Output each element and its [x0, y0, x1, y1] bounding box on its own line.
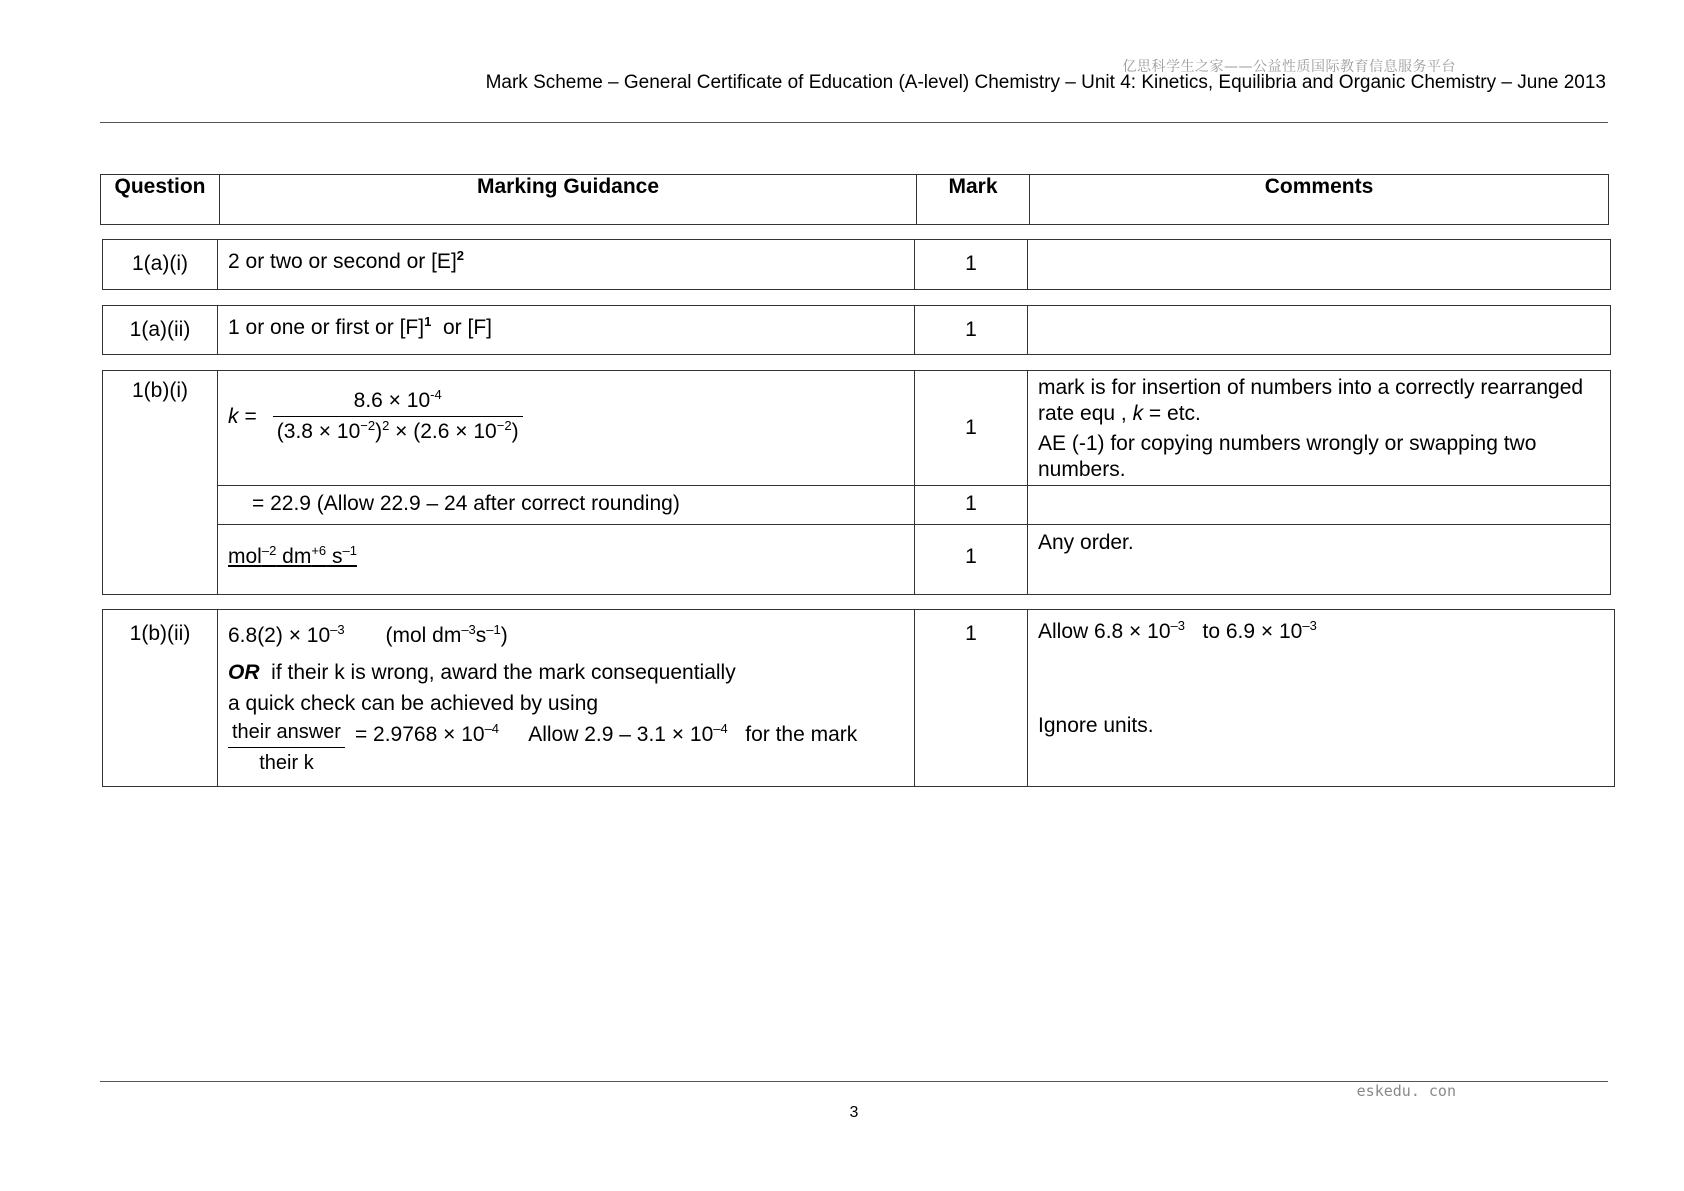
mark-value: 1: [915, 306, 1028, 355]
column-header-mark: Mark: [917, 175, 1030, 225]
k-symbol: k: [228, 404, 239, 428]
mark-value: 1: [915, 371, 1028, 486]
watermark-bottom: eskedu. con: [1356, 1082, 1456, 1100]
fraction-numerator: $8.6 \times 10^{-4}$: [273, 389, 523, 417]
rate-constant-equation: [228, 389, 904, 444]
mark-value: 1: [915, 525, 1028, 595]
marking-guidance: [218, 371, 915, 486]
comments-cell: [1028, 610, 1615, 787]
guidance-text-alt: or [F]: [442, 316, 492, 339]
question-1ai-table: [102, 239, 1611, 290]
comment-line: mark is for insertion of numbers into a correctly rearranged rate equ , k = etc.: [1038, 376, 1584, 425]
rate-fraction: [273, 389, 523, 444]
check-fraction: $\frac{\text{their answer}}{\text{their k}}$: [228, 719, 345, 776]
guidance-text: 2 or two or second or [E]: [228, 250, 457, 273]
comment-line: Any order.: [1028, 525, 1611, 595]
marking-guidance: [218, 610, 915, 787]
question-number: 1(b)(i): [103, 371, 218, 595]
mark-value: 1: [915, 486, 1028, 525]
check-formula: [228, 719, 904, 776]
watermark-top: 亿思科学生之家——公益性质国际教育信息服务平台: [1122, 59, 1456, 75]
question-number: 1(b)(ii): [103, 610, 218, 787]
page-number: 3: [849, 1104, 859, 1121]
page-header-title: Mark Scheme – General Certificate of Education (A-level) Chemistry – Unit 4: Kinetics, Equilibria and Organic Chemistry – June 2013: [485, 72, 1606, 93]
guidance-superscript: 1: [424, 314, 432, 329]
result-value: = 22.9 (Allow 22.9 – 24 after correct rounding): [218, 486, 915, 525]
question-1bii-table: [102, 609, 1615, 787]
check-value: = $2.9768 \times 10^{-4}$ Allow $2.9 - 3.1 \times 10^{-4}$ for the mark: [354, 721, 858, 746]
check-line: a quick check can be achieved by using: [228, 692, 599, 715]
answer-line: $6.8(2) \times 10^{-3}$ (mol $dm^{-3}s^{-1}$): [228, 622, 508, 647]
column-header-comments: Comments: [1030, 175, 1609, 225]
mark-value: 1: [915, 240, 1028, 290]
units-guidance: [218, 525, 915, 595]
comment-line: Allow $6.8 \times 10^{-3}$ to $6.9 \times 10^{-3}$: [1038, 618, 1317, 643]
comments-cell: [1028, 486, 1611, 525]
question-1aii-table: [102, 305, 1611, 355]
comments-cell: [1028, 371, 1611, 486]
equals-sign: =: [244, 404, 257, 428]
question-number: 1(a)(i): [103, 240, 218, 290]
question-number: 1(a)(ii): [103, 306, 218, 355]
units-text: mol$^{-2}$ $dm^{+6}$ $s^{-1}$: [228, 543, 357, 568]
comment-line: Ignore units.: [1038, 714, 1154, 737]
column-header-question: Question: [101, 175, 220, 225]
alternative-line: OR if their k is wrong, award the mark consequentially: [228, 661, 736, 684]
question-1bi-table: [102, 370, 1611, 595]
guidance-text: 1 or one or first or [F]: [228, 316, 425, 339]
column-header-table: [100, 174, 1609, 225]
mark-value: 1: [915, 610, 1028, 787]
guidance-superscript: 2: [456, 248, 465, 263]
header-rule: [100, 122, 1608, 123]
marking-guidance: [218, 306, 915, 355]
comments-cell: [1028, 240, 1611, 290]
marking-guidance: [218, 240, 915, 290]
comment-line: AE (-1) for copying numbers wrongly or swapping two numbers.: [1038, 432, 1537, 481]
column-header-guidance: Marking Guidance: [220, 175, 917, 225]
fraction-denominator: $(3.8 \times 10^{-2})^2 \times (2.6 \times 10^{-2})$: [276, 418, 519, 443]
comments-cell: [1028, 306, 1611, 355]
